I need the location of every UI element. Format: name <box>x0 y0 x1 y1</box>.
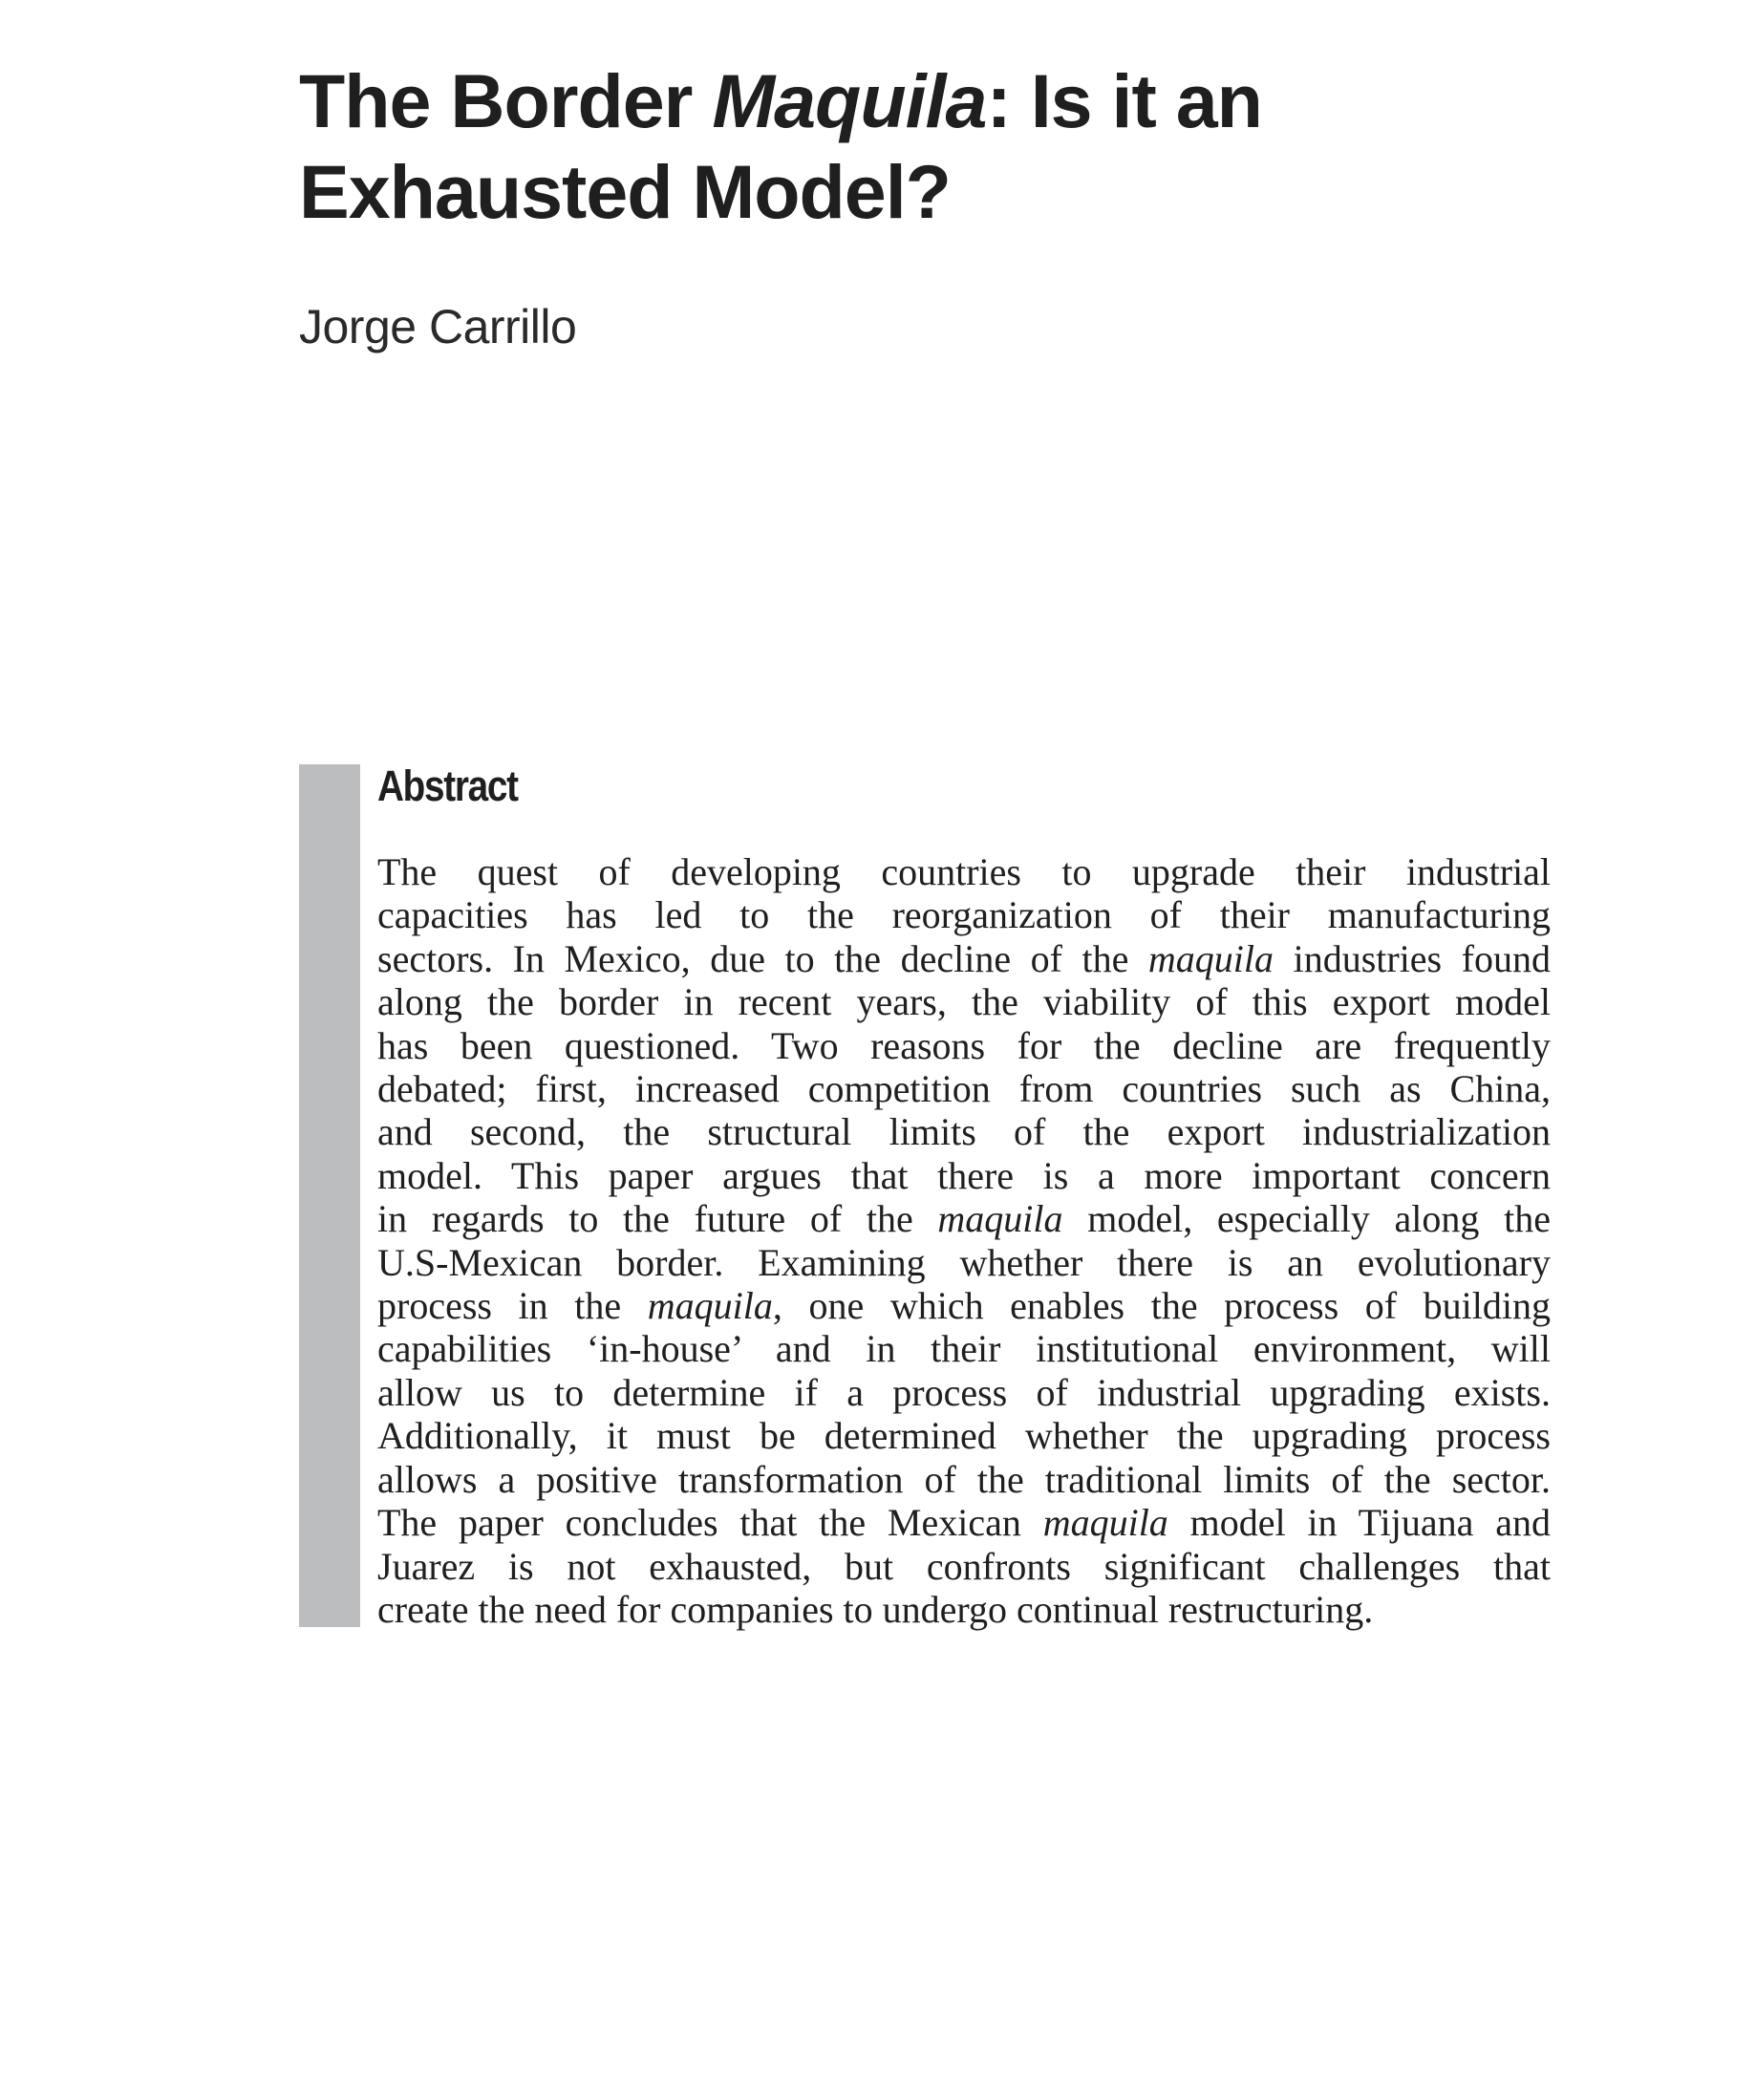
abstract-line-text: allows a positive transformation of the traditional limits of the sector. <box>377 1457 1551 1501</box>
abstract-line <box>377 1067 1551 1110</box>
abstract-line <box>377 1414 1551 1457</box>
abstract-line <box>377 1024 1551 1067</box>
abstract-line <box>377 850 1551 893</box>
abstract-line <box>377 893 1551 936</box>
paper-title-line-1 <box>299 55 1445 146</box>
abstract-line <box>377 1545 1551 1588</box>
abstract-line-italic-term: maquila <box>937 1197 1063 1241</box>
abstract-line-text: capabilities ‘in-house’ and in their institutional environment, will <box>377 1327 1551 1371</box>
paper-title <box>299 55 1445 237</box>
abstract-line-text: model, especially along the <box>1062 1197 1551 1241</box>
abstract-line-text: and second, the structural limits of the export industrialization <box>377 1110 1551 1154</box>
abstract-line-text: capacities has led to the reorganization of their manufacturing <box>377 893 1551 937</box>
abstract-line <box>377 937 1551 980</box>
abstract-line-text: Juarez is not exhausted, but confronts significant challenges that <box>377 1544 1551 1588</box>
author-name: Jorge Carrillo <box>299 300 577 354</box>
abstract-line <box>377 1327 1551 1370</box>
abstract-line-text: process in the <box>377 1284 648 1328</box>
abstract-line <box>377 1458 1551 1501</box>
abstract-line-italic-term: maquila <box>1147 936 1274 980</box>
abstract-line <box>377 1110 1551 1153</box>
abstract-line-text: model. This paper argues that there is a more important concern <box>377 1153 1551 1197</box>
abstract-line <box>377 1588 1551 1631</box>
abstract-line-text: allow us to determine if a process of industrial upgrading exists. <box>377 1370 1551 1414</box>
abstract-line-italic-term: maquila <box>1042 1501 1168 1545</box>
abstract-body <box>377 850 1551 1631</box>
abstract-sidebar-bar <box>299 764 360 1627</box>
abstract-line-text: along the border in recent years, the viability of this export model <box>377 980 1551 1024</box>
abstract-line-text: has been questioned. Two reasons for the decline are frequently <box>377 1023 1551 1067</box>
abstract-line-text: The quest of developing countries to upgrade their industrial <box>377 850 1551 893</box>
abstract-line <box>377 1241 1551 1284</box>
abstract-line-italic-term: maquila <box>647 1284 773 1328</box>
abstract-line <box>377 980 1551 1023</box>
title-text-italic: Maquila <box>712 58 987 143</box>
abstract-line-text: create the need for companies to undergo continual restructuring. <box>377 1587 1374 1631</box>
title-text-after: : Is it an <box>986 58 1262 143</box>
abstract-line-text: in regards to the future of the <box>377 1197 938 1241</box>
abstract-line-text: Additionally, it must be determined whether the upgrading process <box>377 1414 1551 1458</box>
title-text-before: The Border <box>299 58 713 143</box>
abstract-line-text: debated; first, increased competition from countries such as China, <box>377 1067 1551 1111</box>
abstract-line-text: industries found <box>1274 936 1551 980</box>
abstract-line <box>377 1284 1551 1327</box>
abstract-line <box>377 1197 1551 1240</box>
abstract-line-text: , one which enables the process of building <box>772 1284 1552 1328</box>
paper-title-line-2: Exhausted Model? <box>299 149 951 234</box>
abstract-line-text: model in Tijuana and <box>1167 1501 1551 1545</box>
abstract-heading: Abstract <box>377 761 518 810</box>
abstract-line <box>377 1154 1551 1197</box>
abstract-line-text: sectors. In Mexico, due to the decline of the <box>377 936 1148 980</box>
abstract-line <box>377 1371 1551 1414</box>
abstract-line <box>377 1501 1551 1544</box>
abstract-line-text: The paper concludes that the Mexican <box>377 1501 1043 1545</box>
abstract-line-text: U.S-Mexican border. Examining whether there is an evolutionary <box>377 1240 1551 1284</box>
